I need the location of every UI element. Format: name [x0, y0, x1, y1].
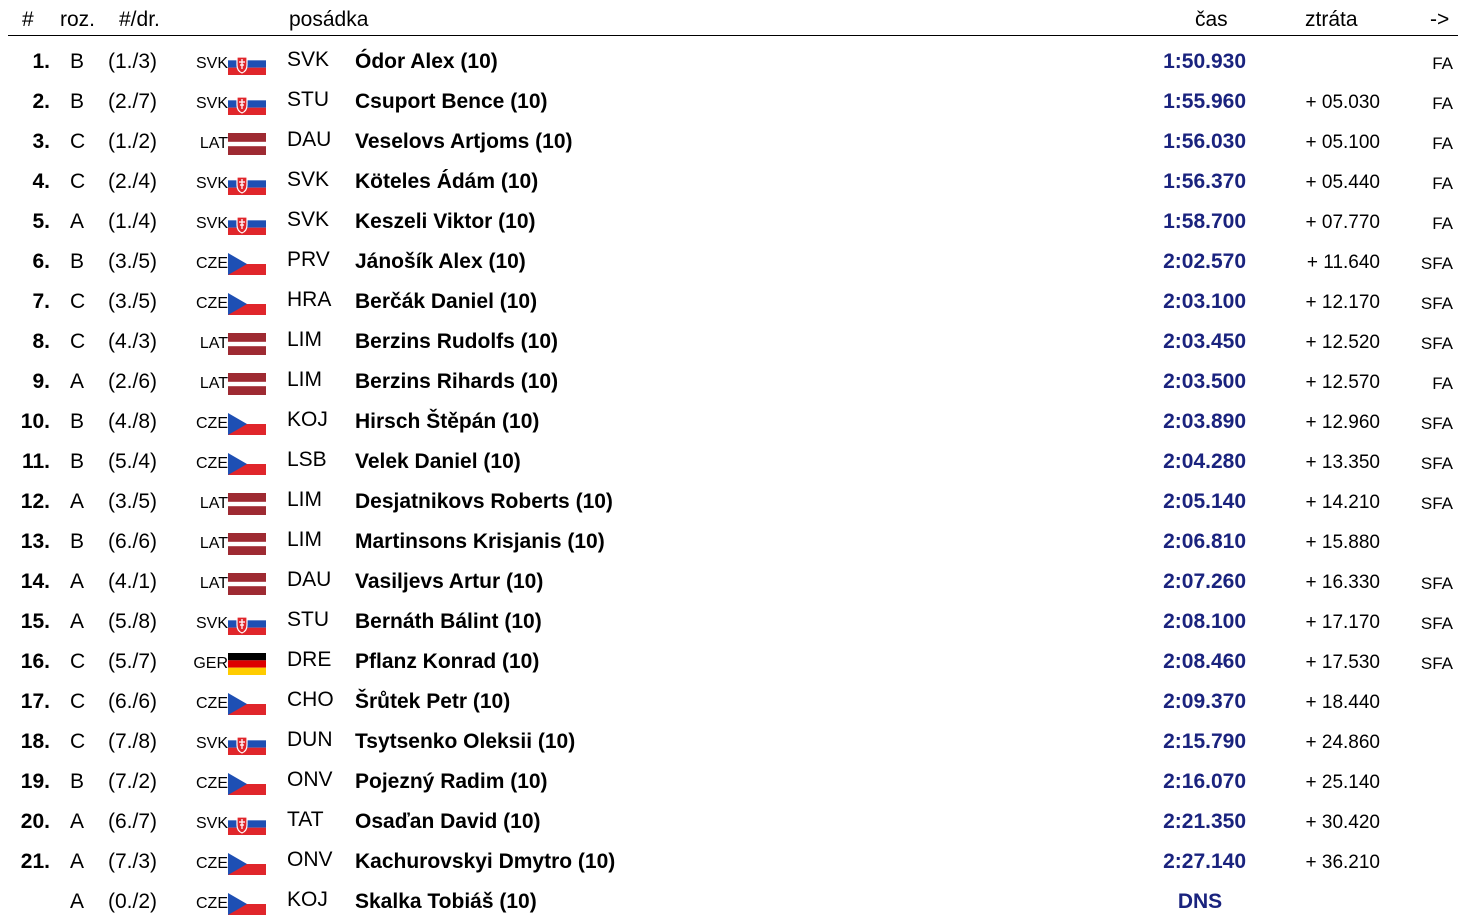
race-time: 2:21.350: [1163, 810, 1246, 833]
time-gap: + 25.140: [1305, 772, 1380, 793]
rank: 5.: [32, 210, 50, 233]
heat: A: [70, 810, 85, 833]
heat-position-lane: (1./2): [108, 130, 158, 153]
czech-flag-icon: [228, 853, 266, 875]
time-gap: + 17.530: [1305, 652, 1380, 673]
heat-position-lane: (6./6): [108, 690, 158, 713]
heat: A: [70, 490, 85, 513]
nation-code: CZE: [196, 455, 228, 472]
club-code: DAU: [287, 568, 332, 591]
result-row: [0, 362, 1458, 402]
heat-position-lane: (3./5): [108, 250, 158, 273]
advancement: FA: [1432, 94, 1453, 113]
race-time: 1:50.930: [1163, 50, 1246, 73]
heat-position-lane: (5./7): [108, 650, 158, 673]
crew-name: Desjatnikovs Roberts (10): [355, 490, 613, 513]
result-row: [0, 482, 1458, 522]
race-time: 1:55.960: [1163, 90, 1246, 113]
heat: B: [70, 770, 85, 793]
nation-code: LAT: [199, 495, 228, 512]
rank: 2.: [32, 90, 50, 113]
crew-name: Veselovs Artjoms (10): [355, 130, 573, 153]
time-gap: + 05.030: [1305, 92, 1380, 113]
advancement: SFA: [1420, 574, 1453, 593]
club-code: HRA: [287, 288, 332, 311]
rank: 8.: [32, 330, 50, 353]
time-gap: + 24.860: [1305, 732, 1380, 753]
heat-position-lane: (4./8): [108, 410, 158, 433]
result-row: [0, 882, 1458, 922]
advancement: SFA: [1420, 454, 1453, 473]
czech-flag-icon: [228, 253, 266, 275]
crew-name: Csuport Bence (10): [355, 90, 548, 113]
club-code: LIM: [287, 488, 323, 511]
heat: C: [70, 170, 86, 193]
result-row: [0, 602, 1458, 642]
time-gap: + 05.100: [1305, 132, 1380, 153]
col-next-header: ->: [1430, 8, 1450, 31]
latvia-flag-icon: [228, 573, 266, 595]
rank: 15.: [20, 610, 50, 633]
rank: 14.: [20, 570, 50, 593]
result-row: [0, 562, 1458, 602]
heat: C: [70, 130, 86, 153]
rank: 19.: [20, 770, 50, 793]
rank: 21.: [20, 850, 50, 873]
slovakia-flag-icon: [228, 733, 266, 755]
rank: 9.: [32, 370, 50, 393]
time-gap: + 30.420: [1305, 812, 1380, 833]
advancement: SFA: [1420, 294, 1453, 313]
club-code: DAU: [287, 128, 332, 151]
heat: C: [70, 650, 86, 673]
heat-position-lane: (5./8): [108, 610, 158, 633]
heat: A: [70, 610, 85, 633]
club-code: STU: [287, 88, 329, 111]
nation-code: GER: [193, 655, 228, 672]
rank: 13.: [20, 530, 50, 553]
race-time: 2:02.570: [1163, 250, 1246, 273]
heat-position-lane: (4./3): [108, 330, 158, 353]
results-table: [0, 42, 1458, 922]
result-row: [0, 802, 1458, 842]
race-time: 2:03.890: [1163, 410, 1246, 433]
nation-code: SVK: [195, 55, 228, 72]
time-gap: + 07.770: [1305, 212, 1380, 233]
rank: 3.: [32, 130, 50, 153]
heat: A: [70, 890, 85, 913]
heat: B: [70, 410, 85, 433]
advancement: SFA: [1420, 494, 1453, 513]
nation-code: CZE: [196, 855, 228, 872]
nation-code: LAT: [199, 535, 228, 552]
crew-name: Bernáth Bálint (10): [355, 610, 542, 633]
rank: 1.: [32, 50, 50, 73]
advancement: SFA: [1420, 334, 1453, 353]
race-time: 1:56.030: [1163, 130, 1246, 153]
crew-name: Berzins Rudolfs (10): [355, 330, 559, 353]
crew-name: Osaďan David (10): [355, 810, 541, 833]
nation-code: CZE: [196, 255, 228, 272]
czech-flag-icon: [228, 893, 266, 915]
heat: B: [70, 50, 85, 73]
time-gap: + 14.210: [1305, 492, 1380, 513]
nation-code: SVK: [195, 735, 228, 752]
club-code: DRE: [287, 648, 332, 671]
heat: B: [70, 530, 85, 553]
heat: B: [70, 250, 85, 273]
rank: 11.: [21, 450, 50, 473]
club-code: STU: [287, 608, 329, 631]
heat-position-lane: (1./3): [108, 50, 158, 73]
slovakia-flag-icon: [228, 813, 266, 835]
result-row: [0, 322, 1458, 362]
result-row: [0, 402, 1458, 442]
race-time: 2:03.100: [1163, 290, 1246, 313]
crew-name: Jánošík Alex (10): [355, 250, 526, 273]
nation-code: LAT: [199, 135, 228, 152]
heat-position-lane: (2./6): [108, 370, 158, 393]
slovakia-flag-icon: [228, 213, 266, 235]
heat-position-lane: (5./4): [108, 450, 158, 473]
advancement: FA: [1432, 214, 1453, 233]
crew-name: Keszeli Viktor (10): [355, 210, 536, 233]
rank: 4.: [32, 170, 50, 193]
result-row: [0, 162, 1458, 202]
advancement: SFA: [1420, 654, 1453, 673]
time-gap: + 15.880: [1305, 532, 1380, 553]
col-crew-header: posádka: [289, 8, 369, 31]
heat: A: [70, 370, 85, 393]
nation-code: LAT: [199, 375, 228, 392]
race-time: 2:06.810: [1163, 530, 1246, 553]
crew-name: Pflanz Konrad (10): [355, 650, 540, 673]
race-time: 1:58.700: [1163, 210, 1246, 233]
result-row: [0, 522, 1458, 562]
col-heat-header: roz.: [60, 8, 96, 31]
nation-code: SVK: [195, 175, 228, 192]
crew-name: Šrůtek Petr (10): [355, 690, 511, 713]
crew-name: Skalka Tobiáš (10): [355, 890, 537, 913]
heat: C: [70, 690, 86, 713]
nation-code: CZE: [196, 295, 228, 312]
heat-position-lane: (6./7): [108, 810, 158, 833]
time-gap: + 17.170: [1305, 612, 1380, 633]
club-code: SVK: [287, 48, 330, 71]
club-code: DUN: [287, 728, 333, 751]
heat-position-lane: (7./8): [108, 730, 158, 753]
result-row: [0, 642, 1458, 682]
result-row: [0, 282, 1458, 322]
heat: A: [70, 210, 85, 233]
heat: A: [70, 570, 85, 593]
club-code: LIM: [287, 528, 323, 551]
race-time: 2:16.070: [1163, 770, 1246, 793]
club-code: KOJ: [287, 888, 328, 911]
club-code: LIM: [287, 368, 323, 391]
rank: 6.: [32, 250, 50, 273]
time-gap: + 18.440: [1305, 692, 1380, 713]
slovakia-flag-icon: [228, 93, 266, 115]
rank: 10.: [20, 410, 50, 433]
crew-name: Vasiljevs Artur (10): [355, 570, 544, 593]
heat-position-lane: (2./7): [108, 90, 158, 113]
rank: 17.: [20, 690, 50, 713]
time-gap: + 05.440: [1305, 172, 1380, 193]
club-code: CHO: [287, 688, 334, 711]
nation-code: CZE: [196, 415, 228, 432]
advancement: SFA: [1420, 414, 1453, 433]
heat-position-lane: (0./2): [108, 890, 158, 913]
advancement: FA: [1432, 374, 1453, 393]
result-row: [0, 842, 1458, 882]
club-code: SVK: [287, 208, 330, 231]
crew-name: Tsytsenko Oleksii (10): [355, 730, 576, 753]
time-gap: + 13.350: [1305, 452, 1380, 473]
latvia-flag-icon: [228, 493, 266, 515]
club-code: KOJ: [287, 408, 328, 431]
rank: 12.: [20, 490, 50, 513]
czech-flag-icon: [228, 453, 266, 475]
nation-code: SVK: [195, 815, 228, 832]
race-time: 1:56.370: [1163, 170, 1246, 193]
club-code: LSB: [287, 448, 327, 471]
time-gap: + 36.210: [1305, 852, 1380, 873]
crew-name: Köteles Ádám (10): [355, 170, 539, 193]
club-code: LIM: [287, 328, 323, 351]
time-gap: + 12.960: [1305, 412, 1380, 433]
czech-flag-icon: [228, 293, 266, 315]
czech-flag-icon: [228, 773, 266, 795]
germany-flag-icon: [228, 653, 266, 675]
slovakia-flag-icon: [228, 53, 266, 75]
advancement: FA: [1432, 174, 1453, 193]
crew-name: Martinsons Krisjanis (10): [355, 530, 605, 553]
result-row: [0, 722, 1458, 762]
result-row: [0, 42, 1458, 82]
club-code: SVK: [287, 168, 330, 191]
race-time: DNS: [1177, 890, 1223, 913]
slovakia-flag-icon: [228, 173, 266, 195]
heat: B: [70, 90, 85, 113]
crew-name: Berzins Rihards (10): [355, 370, 559, 393]
race-time: 2:03.500: [1163, 370, 1246, 393]
race-time: 2:04.280: [1163, 450, 1246, 473]
heat-position-lane: (4./1): [108, 570, 158, 593]
heat-position-lane: (7./3): [108, 850, 158, 873]
nation-code: CZE: [196, 895, 228, 912]
advancement: SFA: [1420, 614, 1453, 633]
latvia-flag-icon: [228, 133, 266, 155]
col-rank-header: #: [22, 8, 34, 31]
crew-name: Ódor Alex (10): [355, 50, 498, 73]
crew-name: Pojezný Radim (10): [355, 770, 548, 793]
crew-name: Kachurovskyi Dmytro (10): [355, 850, 616, 873]
club-code: ONV: [287, 848, 333, 871]
race-time: 2:15.790: [1163, 730, 1246, 753]
heat-position-lane: (6./6): [108, 530, 158, 553]
heat: C: [70, 730, 86, 753]
heat: A: [70, 850, 85, 873]
results-header: [8, 0, 1458, 36]
club-code: ONV: [287, 768, 333, 791]
heat-position-lane: (3./5): [108, 290, 158, 313]
col-time-header: čas: [1195, 8, 1228, 31]
result-row: [0, 82, 1458, 122]
result-row: [0, 762, 1458, 802]
nation-code: LAT: [199, 575, 228, 592]
heat-position-lane: (1./4): [108, 210, 158, 233]
advancement: FA: [1432, 54, 1453, 73]
club-code: TAT: [287, 808, 324, 831]
time-gap: + 16.330: [1305, 572, 1380, 593]
race-time: 2:08.460: [1163, 650, 1246, 673]
heat-position-lane: (2./4): [108, 170, 158, 193]
advancement: FA: [1432, 134, 1453, 153]
col-gap-header: ztráta: [1305, 8, 1358, 31]
rank: 16.: [20, 650, 50, 673]
heat: B: [70, 450, 85, 473]
club-code: PRV: [287, 248, 330, 271]
heat-position-lane: (3./5): [108, 490, 158, 513]
result-row: [0, 442, 1458, 482]
race-time: 2:03.450: [1163, 330, 1246, 353]
czech-flag-icon: [228, 413, 266, 435]
result-row: [0, 242, 1458, 282]
advancement: SFA: [1420, 254, 1453, 273]
nation-code: CZE: [196, 775, 228, 792]
race-time: 2:08.100: [1163, 610, 1246, 633]
race-time: 2:05.140: [1163, 490, 1246, 513]
result-row: [0, 122, 1458, 162]
czech-flag-icon: [228, 693, 266, 715]
rank: 7.: [32, 290, 50, 313]
rank: 20.: [20, 810, 50, 833]
col-lane-header: #/dr.: [119, 8, 160, 31]
latvia-flag-icon: [228, 333, 266, 355]
nation-code: SVK: [195, 615, 228, 632]
time-gap: + 12.570: [1305, 372, 1380, 393]
latvia-flag-icon: [228, 533, 266, 555]
time-gap: + 12.170: [1305, 292, 1380, 313]
nation-code: SVK: [195, 215, 228, 232]
race-time: 2:07.260: [1163, 570, 1246, 593]
rank: 18.: [20, 730, 50, 753]
time-gap: + 12.520: [1305, 332, 1380, 353]
slovakia-flag-icon: [228, 613, 266, 635]
nation-code: CZE: [196, 695, 228, 712]
nation-code: LAT: [199, 335, 228, 352]
crew-name: Berčák Daniel (10): [355, 290, 538, 313]
heat: C: [70, 330, 86, 353]
crew-name: Velek Daniel (10): [355, 450, 521, 473]
heat: C: [70, 290, 86, 313]
nation-code: SVK: [195, 95, 228, 112]
time-gap: + 11.640: [1306, 252, 1380, 273]
race-time: 2:27.140: [1163, 850, 1246, 873]
result-row: [0, 682, 1458, 722]
latvia-flag-icon: [228, 373, 266, 395]
result-row: [0, 202, 1458, 242]
heat-position-lane: (7./2): [108, 770, 158, 793]
race-time: 2:09.370: [1163, 690, 1246, 713]
crew-name: Hirsch Štěpán (10): [355, 410, 540, 433]
